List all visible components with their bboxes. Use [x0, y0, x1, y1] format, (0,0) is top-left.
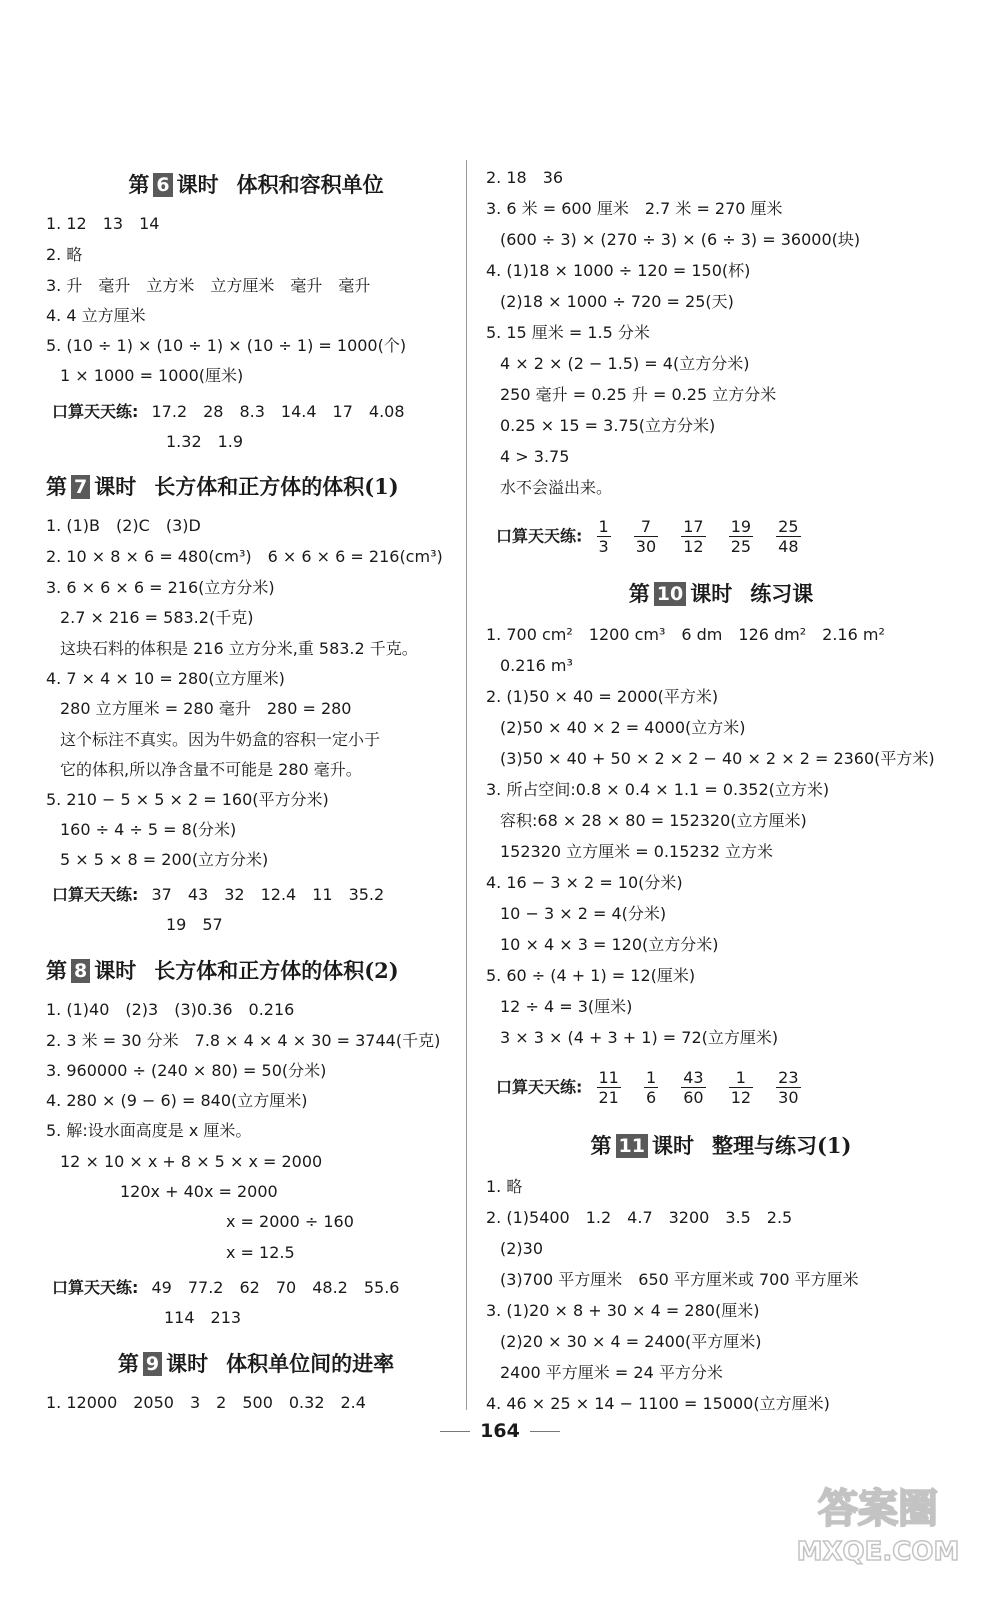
column-divider	[466, 160, 467, 1410]
answer-line: 280 立方厘米 = 280 毫升 280 = 280	[60, 699, 352, 718]
section-title-6: 第 6 课时 体积和容积单位	[128, 172, 384, 197]
answer-line: 4. (1)18 × 1000 ÷ 120 = 150(杯)	[486, 261, 751, 280]
equation-line: x = 2000 ÷ 160	[226, 1212, 354, 1231]
section-title-7: 第 7 课时 长方体和正方体的体积(1)	[46, 474, 399, 499]
oral-practice-7: 口算天天练: 37 43 32 12.4 11 35.2	[52, 885, 385, 904]
equation-line: x = 12.5	[226, 1243, 295, 1262]
answer-line: 2. 18 36	[486, 168, 564, 187]
answer-line: 250 毫升 = 0.25 升 = 0.25 立方分米	[500, 385, 777, 404]
fraction: $\frac{25}{48}$	[778, 517, 799, 556]
oral-practice-9: 口算天天练: $\frac{1}{3}$ $\frac{7}{30}$ $\frac{17}{12}$ $\frac{19}{25}$ $\frac{25}{48}$	[496, 517, 799, 556]
answer-line: (2)30	[500, 1239, 544, 1258]
answer-line: 3. 所占空间:0.8 × 0.4 × 1.1 = 0.352(立方米)	[486, 780, 830, 799]
lesson-number-6: 6	[153, 173, 172, 197]
answer-line: 4. 4 立方厘米	[46, 306, 146, 325]
equation-line: 12 × 10 × x + 8 × 5 × x = 2000	[60, 1152, 323, 1171]
section-title-10: 第 10 课时 练习课	[628, 581, 814, 606]
answer-line: 5. 解:设水面高度是 x 厘米。	[46, 1121, 252, 1140]
answer-line: 4. 46 × 25 × 14 − 1100 = 15000(立方厘米)	[486, 1394, 830, 1413]
oral-practice-10: 口算天天练: $\frac{11}{21}$ $\frac{1}{6}$ $\frac{43}{60}$ $\frac{1}{12}$ $\frac{23}{30}$	[496, 1068, 799, 1107]
watermark-bottom: MXQE.COM	[796, 1537, 960, 1567]
answer-line: 12 ÷ 4 = 3(厘米)	[500, 997, 633, 1016]
answer-line: 10 × 4 × 3 = 120(立方分米)	[500, 935, 719, 954]
answer-line: 152320 立方厘米 = 0.15232 立方米	[500, 842, 773, 861]
answer-line: 3. 960000 ÷ (240 × 80) = 50(分米)	[46, 1061, 327, 1080]
answer-line: 4. 7 × 4 × 10 = 280(立方厘米)	[46, 669, 285, 688]
page-number: 164	[0, 1420, 1000, 1442]
answer-line: 这个标注不真实。因为牛奶盒的容积一定小于	[60, 730, 381, 749]
oral-practice-7-row2: 19 57	[166, 915, 223, 934]
answer-line: 3. 6 米 = 600 厘米 2.7 米 = 270 厘米	[486, 199, 783, 218]
answer-line: 2. 10 × 8 × 6 = 480(cm³) 6 × 6 × 6 = 216(cm³)	[46, 547, 443, 566]
answer-line: (2)18 × 1000 ÷ 720 = 25(天)	[500, 292, 734, 311]
fraction: $\frac{7}{30}$	[635, 517, 657, 556]
oral-practice-8-row2: 114 213	[164, 1308, 242, 1327]
answer-line: 0.25 × 15 = 3.75(立方分米)	[500, 416, 716, 435]
answer-line: 4. 280 × (9 − 6) = 840(立方厘米)	[46, 1091, 308, 1110]
answer-line: 2. 略	[46, 245, 83, 264]
lesson-number-10: 10	[654, 582, 686, 606]
section-title-8: 第 8 课时 长方体和正方体的体积(2)	[46, 958, 399, 983]
lesson-number-7: 7	[71, 475, 90, 499]
fraction: $\frac{19}{25}$	[730, 517, 752, 556]
answer-line: 5. 15 厘米 = 1.5 分米	[486, 323, 650, 342]
fraction: $\frac{1}{12}$	[730, 1068, 752, 1107]
answer-line: 5. (10 ÷ 1) × (10 ÷ 1) × (10 ÷ 1) = 1000(个)	[46, 336, 407, 355]
answer-line: 160 ÷ 4 ÷ 5 = 8(分米)	[60, 820, 237, 839]
answer-line: 1. 略	[486, 1177, 523, 1196]
answer-line: 5 × 5 × 8 = 200(立方分米)	[60, 850, 269, 869]
fraction: $\frac{43}{60}$	[683, 1068, 704, 1107]
answer-line: (3)700 平方厘米 650 平方厘米或 700 平方厘米	[500, 1270, 859, 1289]
answer-line: 2. (1)5400 1.2 4.7 3200 3.5 2.5	[486, 1208, 793, 1227]
watermark-logo	[778, 1472, 978, 1572]
lesson-number-8: 8	[71, 959, 90, 983]
fraction: $\frac{1}{3}$	[598, 517, 609, 556]
section-title-9: 第 9 课时 体积单位间的进率	[117, 1351, 395, 1376]
lesson-number-11: 11	[616, 1134, 648, 1158]
answer-line: 1. (1)40 (2)3 (3)0.36 0.216	[46, 1000, 295, 1019]
oral-practice-6: 口算天天练: 17.2 28 8.3 14.4 17 4.08	[52, 402, 405, 421]
section-title-11: 第 11 课时 整理与练习(1)	[590, 1133, 852, 1158]
answer-line: 容积:68 × 28 × 80 = 152320(立方厘米)	[500, 811, 807, 830]
answer-line: 2400 平方厘米 = 24 平方分米	[500, 1363, 723, 1382]
answer-line: 1. 12000 2050 3 2 500 0.32 2.4	[46, 1393, 366, 1412]
equation-line: 120x + 40x = 2000	[120, 1182, 278, 1201]
answer-line: 1 × 1000 = 1000(厘米)	[60, 366, 244, 385]
answer-line: (2)50 × 40 × 2 = 4000(立方米)	[500, 718, 746, 737]
answer-line: 4 > 3.75	[500, 447, 570, 466]
answer-line: 1. (1)B (2)C (3)D	[46, 516, 201, 535]
answer-line: 4. 16 − 3 × 2 = 10(分米)	[486, 873, 683, 892]
answer-line: 1. 12 13 14	[46, 214, 160, 233]
answer-line: 0.216 m³	[500, 656, 573, 675]
answer-line: (2)20 × 30 × 4 = 2400(平方厘米)	[500, 1332, 762, 1351]
fraction: $\frac{23}{30}$	[778, 1068, 799, 1107]
fraction: $\frac{11}{21}$	[598, 1068, 619, 1107]
answer-line: 2. (1)50 × 40 = 2000(平方米)	[486, 687, 719, 706]
answer-line: 4 × 2 × (2 − 1.5) = 4(立方分米)	[500, 354, 750, 373]
answer-line: 2. 3 米 = 30 分米 7.8 × 4 × 4 × 30 = 3744(千克)	[46, 1031, 441, 1050]
answer-line: (3)50 × 40 + 50 × 2 × 2 − 40 × 2 × 2 = 2360(平方米)	[500, 749, 935, 768]
answer-line: 5. 60 ÷ (4 + 1) = 12(厘米)	[486, 966, 696, 985]
answer-line: 它的体积,所以净含量不可能是 280 毫升。	[60, 760, 362, 779]
watermark-icon	[778, 1472, 978, 1572]
answer-line: 这块石料的体积是 216 立方分米,重 583.2 千克。	[60, 639, 418, 658]
answer-line: 5. 210 − 5 × 5 × 2 = 160(平方分米)	[46, 790, 329, 809]
fraction: $\frac{17}{12}$	[683, 517, 704, 556]
answer-line: 10 − 3 × 2 = 4(分米)	[500, 904, 667, 923]
lesson-number-9: 9	[143, 1352, 162, 1376]
answer-line: 3. 6 × 6 × 6 = 216(立方分米)	[46, 578, 275, 597]
answer-line: 2.7 × 216 = 583.2(千克)	[60, 608, 254, 627]
answer-line: 1. 700 cm² 1200 cm³ 6 dm 126 dm² 2.16 m²	[486, 625, 885, 644]
answer-line: (600 ÷ 3) × (270 ÷ 3) × (6 ÷ 3) = 36000(块)	[500, 230, 861, 249]
answer-line: 水不会溢出来。	[500, 478, 613, 497]
answer-line: 3 × 3 × (4 + 3 + 1) = 72(立方厘米)	[500, 1028, 779, 1047]
oral-practice-6-row2: 1.32 1.9	[166, 432, 244, 451]
answer-line: 3. 升 毫升 立方米 立方厘米 毫升 毫升	[46, 276, 371, 295]
watermark-top: 答案圈	[818, 1486, 938, 1532]
oral-practice-8: 口算天天练: 49 77.2 62 70 48.2 55.6	[52, 1278, 400, 1297]
answer-line: 3. (1)20 × 8 + 30 × 4 = 280(厘米)	[486, 1301, 760, 1320]
fraction: $\frac{1}{6}$	[645, 1068, 657, 1107]
